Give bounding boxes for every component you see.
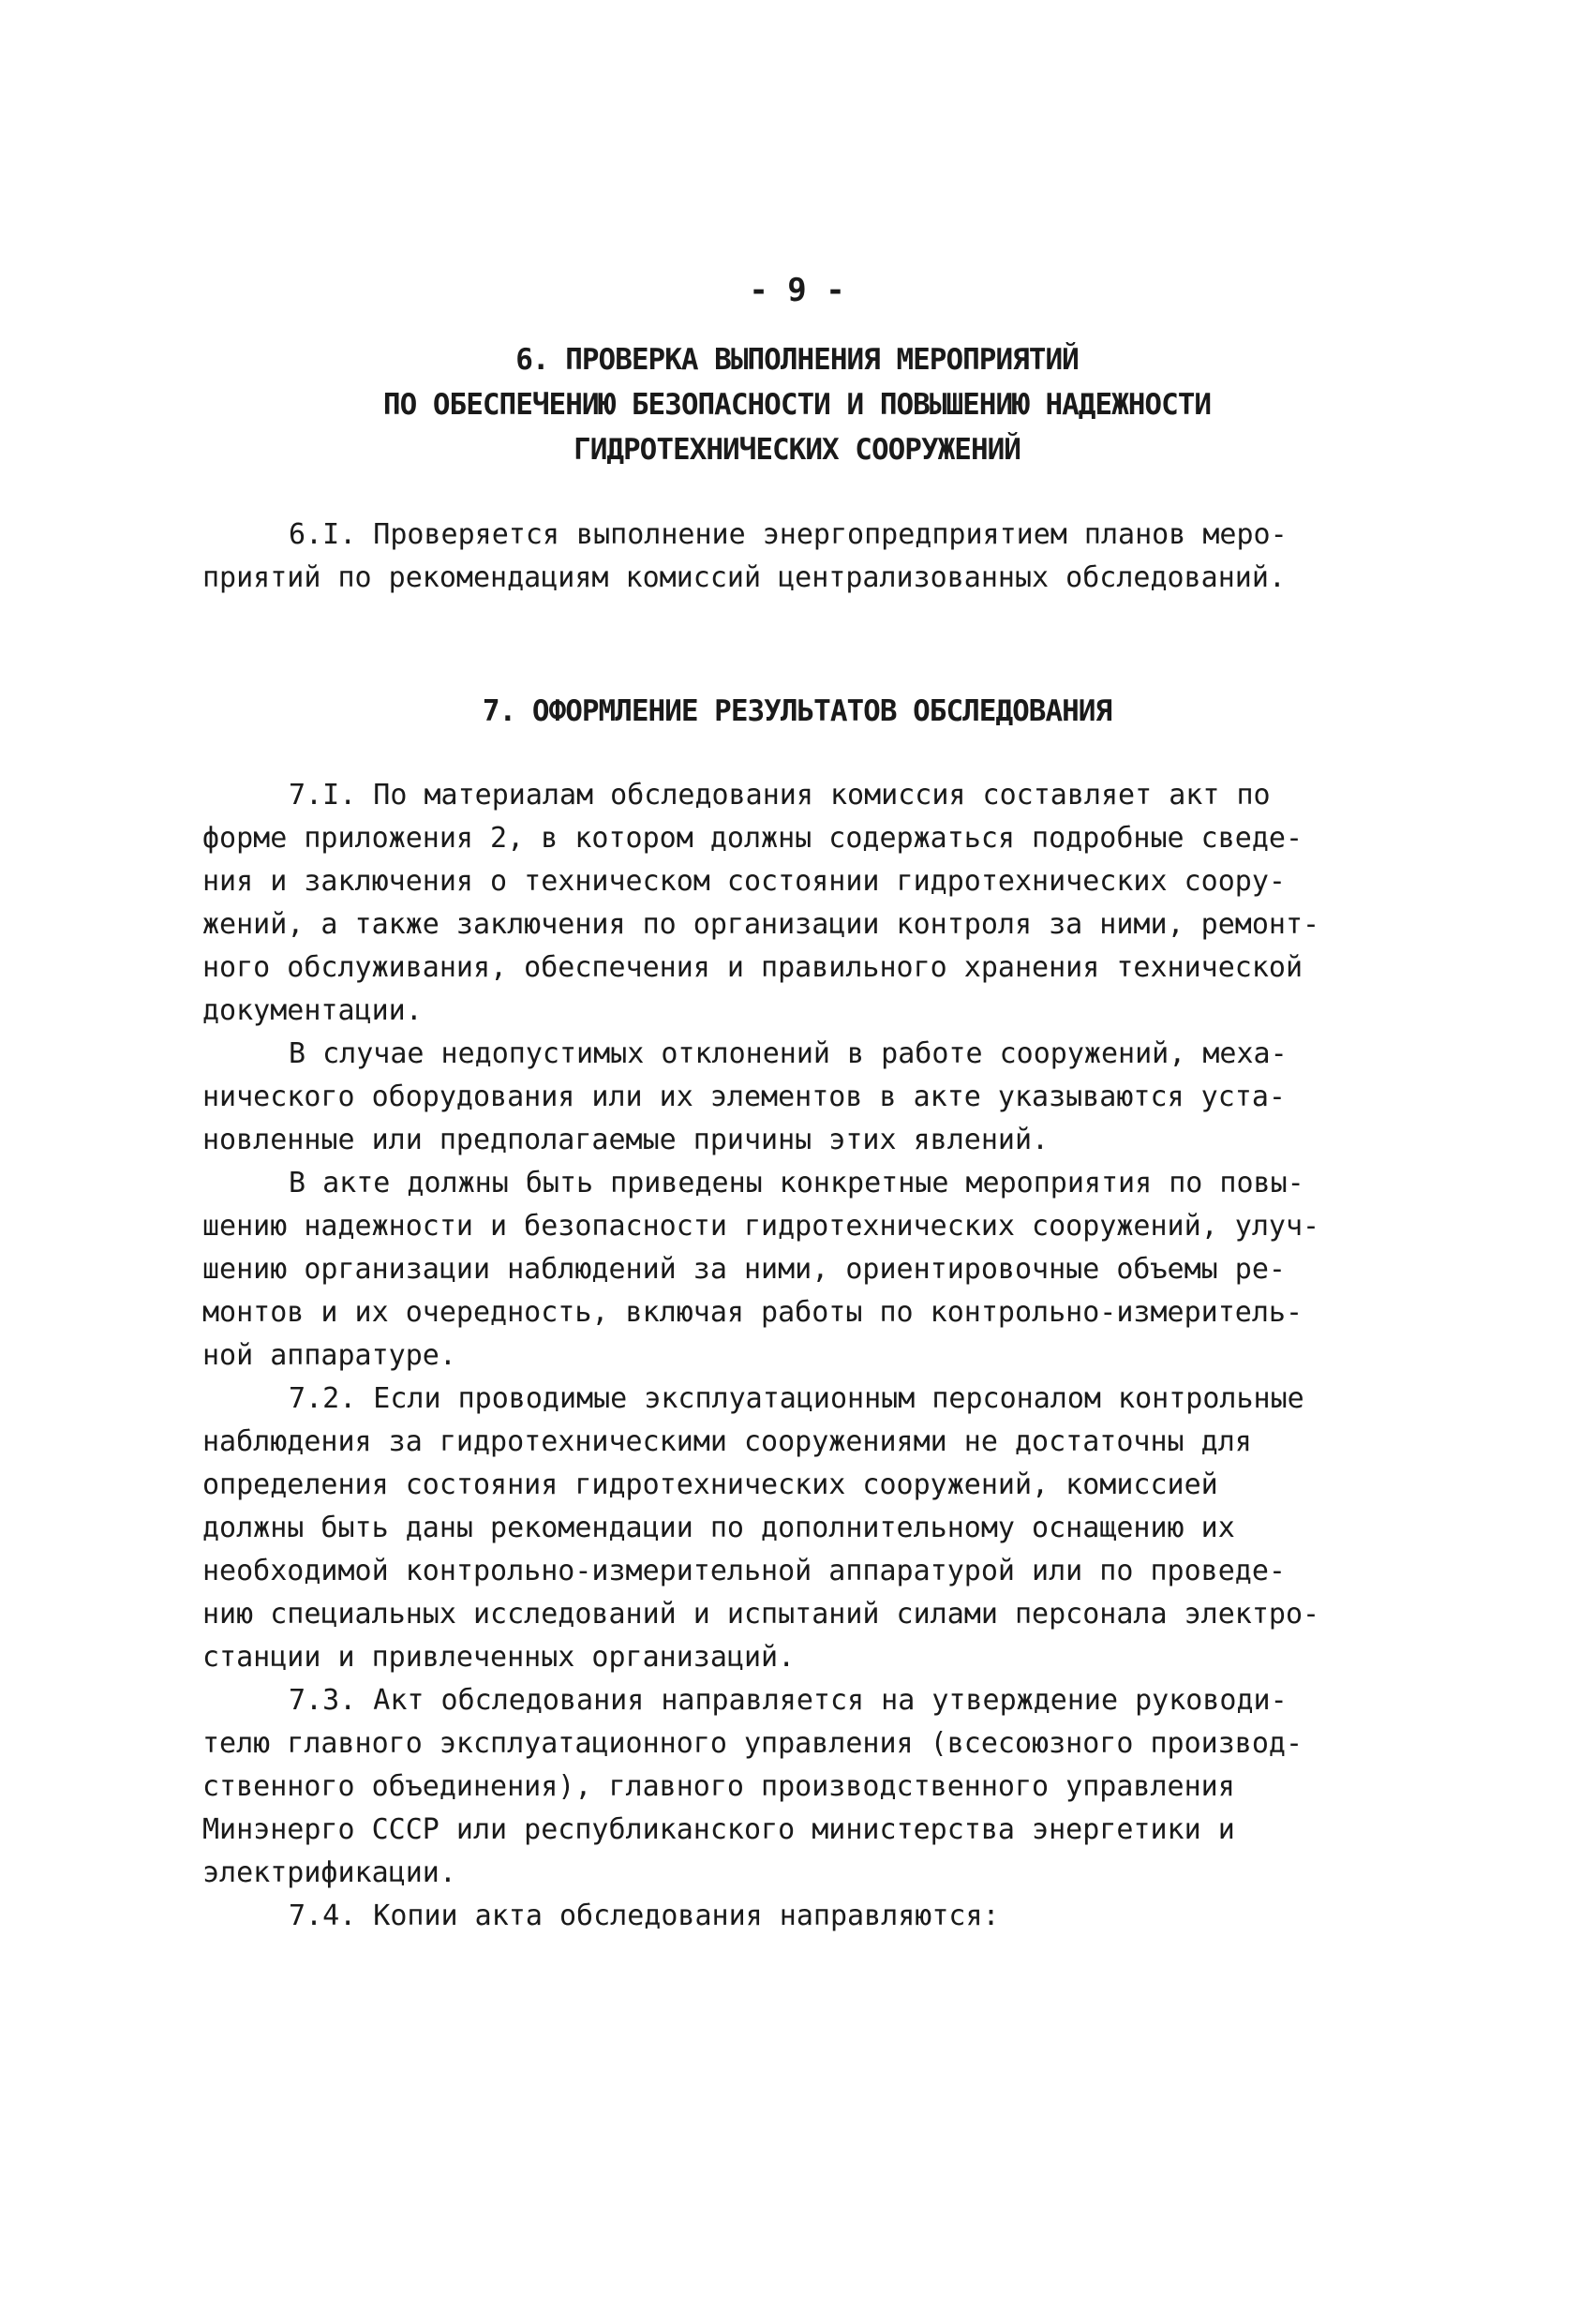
text-line: Минэнерго СССР или республиканского министерства энергетики и (202, 1813, 1235, 1846)
section-7-heading (0, 689, 1594, 734)
text-line: шению организации наблюдений за ними, ориентировочные объемы ре- (202, 1253, 1286, 1286)
text-line: ной аппаратуре. (202, 1339, 456, 1372)
heading-line: ГИДРОТЕХНИЧЕСКИХ СООРУЖЕНИЙ (574, 433, 1020, 467)
heading-line: 6. ПРОВЕРКА ВЫПОЛНЕНИЯ МЕРОПРИЯТИЙ (515, 343, 1079, 377)
text-line: шению надежности и безопасности гидротехнических сооружений, улуч- (202, 1210, 1320, 1243)
paragraph-7-4 (202, 1895, 1393, 1938)
paragraph-7-1-measures (202, 1162, 1393, 1378)
text-line: монтов и их очередность, включая работы по контрольно-измеритель- (202, 1296, 1303, 1329)
text-line: телю главного эксплуатационного управления (всесоюзного производ- (202, 1727, 1303, 1760)
paragraph-6-1 (202, 514, 1393, 600)
text-line: 7.4. Копии акта обследования направляются: (289, 1899, 1000, 1932)
text-line: В акте должны быть приведены конкретные мероприятия по повы- (289, 1167, 1304, 1199)
heading-line: ПО ОБЕСПЕЧЕНИЮ БЕЗОПАСНОСТИ И ПОВЫШЕНИЮ НАДЕЖНОСТИ (382, 388, 1212, 422)
text-line: форме приложения 2, в котором должны содержаться подробные сведе- (202, 822, 1303, 855)
text-line: ния и заключения о техническом состоянии гидротехнических соору- (202, 865, 1286, 898)
text-line: нического оборудования или их элементов в акте указываются уста- (202, 1080, 1286, 1113)
text-line: определения состояния гидротехнических сооружений, комиссией (202, 1468, 1218, 1501)
text-line: электрификации. (202, 1856, 456, 1889)
text-line: 7.3. Акт обследования направляется на утверждение руководи- (289, 1684, 1288, 1717)
section-6-heading (0, 337, 1594, 472)
text-line: новленные или предполагаемые причины этих явлений. (202, 1124, 1050, 1156)
text-line: приятий по рекомендациям комиссий централизованных обследований. (202, 561, 1286, 594)
text-line: ного обслуживания, обеспечения и правильного хранения технической (202, 951, 1303, 984)
text-line: наблюдения за гидротехническими сооружениями не достаточны для (202, 1425, 1252, 1458)
text-line: В случае недопустимых отклонений в работе сооружений, меха- (289, 1037, 1288, 1070)
text-line: нию специальных исследований и испытаний силами персонала электро- (202, 1598, 1320, 1631)
text-line: документации. (202, 994, 423, 1027)
heading-line: 7. ОФОРМЛЕНИЕ РЕЗУЛЬТАТОВ ОБСЛЕДОВАНИЯ (482, 694, 1112, 728)
paragraph-7-2 (202, 1378, 1393, 1679)
text-line: 7.I. По материалам обследования комиссия составляет акт по (289, 779, 1271, 812)
paragraph-7-3 (202, 1679, 1393, 1895)
text-line: станции и привлеченных организаций. (202, 1641, 796, 1674)
text-line: жений, а также заключения по организации контроля за ними, ремонт- (202, 908, 1320, 941)
text-line: 7.2. Если проводимые эксплуатационным персоналом контрольные (289, 1382, 1304, 1415)
text-line: должны быть даны рекомендации по дополнительному оснащению их (202, 1512, 1235, 1544)
paragraph-7-1-deviations (202, 1033, 1393, 1162)
text-line: необходимой контрольно-измерительной аппаратурой или по проведе- (202, 1555, 1286, 1587)
text-line: ственного объединения), главного производственного управления (202, 1770, 1235, 1803)
page-number: - 9 - (749, 272, 845, 309)
text-line: 6.I. Проверяется выполнение энергопредприятием планов меро- (289, 518, 1288, 551)
paragraph-7-1 (202, 774, 1393, 1033)
